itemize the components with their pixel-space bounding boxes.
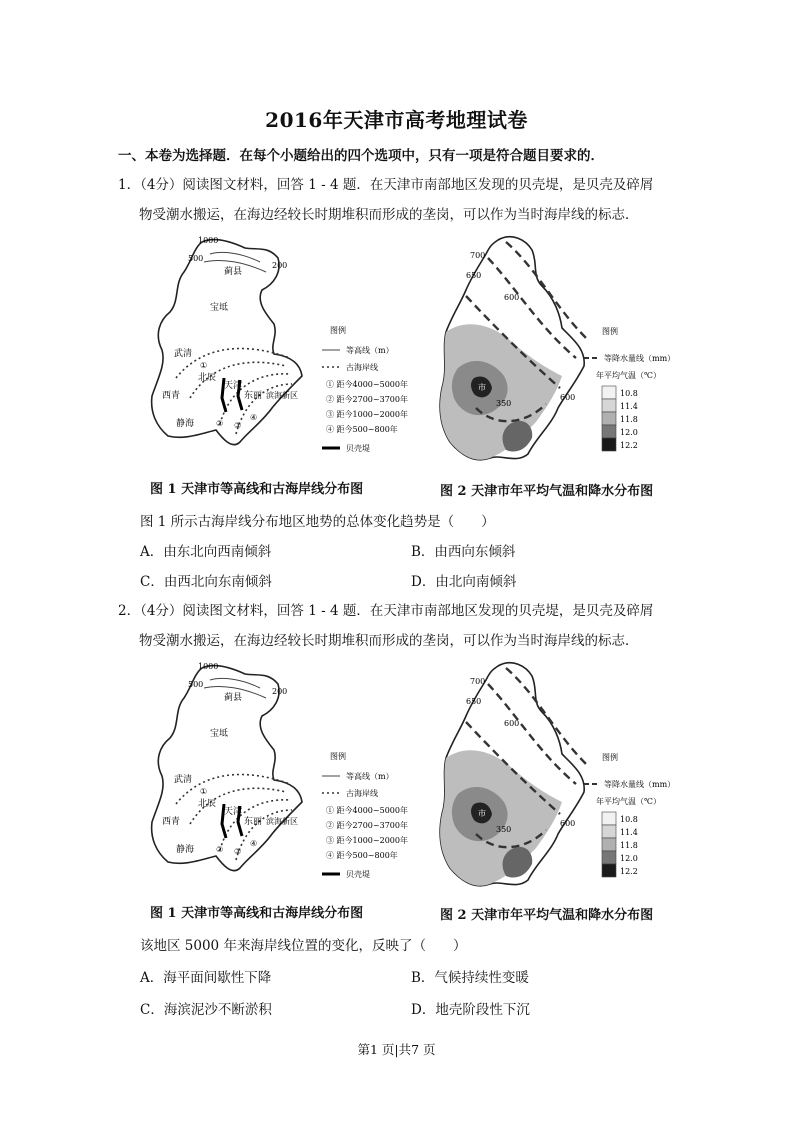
isohyet-label: 650 — [466, 271, 482, 280]
place-label: 宝坻 — [210, 729, 229, 739]
place-label: 蓟县 — [224, 267, 243, 277]
legend-item: 年平均气温（℃） — [596, 797, 661, 806]
temperature-swatch — [602, 399, 616, 412]
contour-label: 500 — [188, 680, 204, 689]
question-2-figures — [140, 654, 700, 924]
place-label: 武清 — [174, 775, 193, 785]
place-label: 蓟县 — [224, 693, 243, 703]
contour-label: 500 — [188, 254, 204, 263]
temperature-tick: 12.2 — [620, 867, 638, 876]
question-2-stem-line2: 物受潮水搬运，在海边经较长时期堆积而形成的垄岗，可以作为当时海岸线的标志． — [139, 633, 639, 649]
place-label: 宝坻 — [210, 303, 229, 313]
temperature-swatch — [602, 386, 616, 399]
temperature-swatch — [602, 438, 616, 451]
place-label: 东丽 — [244, 817, 263, 827]
question-2-stem-line1: 2．（4分）阅读图文材料，回答 1 - 4 题．在天津市南部地区发现的贝壳堤，是贝壳及碎屑 — [118, 603, 654, 619]
place-label: 武清 — [174, 349, 193, 359]
legend-item: 贝壳堤 — [346, 870, 370, 879]
figure1-map — [140, 228, 430, 464]
temperature-tick: 11.4 — [620, 828, 638, 837]
temperature-swatch — [602, 864, 616, 877]
temperature-swatch — [602, 825, 616, 838]
question-1-prompt: 图 1 所示古海岸线分布地区地势的总体变化趋势是（ ） — [140, 514, 495, 530]
place-label: 西青 — [162, 817, 181, 827]
temperature-swatch — [602, 838, 616, 851]
figure2-map — [436, 654, 700, 894]
legend-title: 图例 — [330, 326, 346, 335]
question-1-option-a[interactable]: A．由东北向西南倾斜 — [140, 544, 272, 560]
temperature-tick: 12.0 — [620, 428, 638, 437]
isohyet-label: 600 — [560, 393, 576, 402]
place-label: 静海 — [176, 845, 195, 855]
temperature-swatch — [602, 412, 616, 425]
question-2-option-d[interactable]: D．地壳阶段性下沉 — [411, 1002, 530, 1018]
legend-item: 等高线（m） — [346, 346, 394, 355]
isohyet-label: 600 — [504, 719, 520, 728]
place-label: 滨海新区 — [266, 817, 298, 826]
legend-item: ③ 距今1000~2000年 — [326, 410, 408, 419]
place-label: 静海 — [176, 419, 195, 429]
contour-label: 200 — [272, 261, 288, 270]
marker-label: ② — [216, 845, 224, 854]
legend-item: 贝壳堤 — [346, 444, 370, 453]
isohyet-label: 350 — [496, 825, 512, 834]
figure1-caption: 图 1 天津市等高线和古海岸线分布图 — [150, 906, 364, 921]
place-label: 西青 — [162, 391, 181, 401]
temperature-swatch — [602, 851, 616, 864]
temperature-swatch — [602, 812, 616, 825]
legend-item: 等降水量线（mm） — [604, 780, 676, 789]
legend-title: 图例 — [330, 752, 346, 761]
place-label: 北辰 — [198, 373, 217, 383]
question-2-option-b[interactable]: B．气候持续性变暖 — [411, 970, 529, 986]
question-1-stem-line1: 1．（4分）阅读图文材料，回答 1 - 4 题．在天津市南部地区发现的贝壳堤，是贝壳及碎屑 — [118, 177, 654, 193]
temperature-tick: 11.8 — [620, 841, 638, 850]
legend-item: 等高线（m） — [346, 772, 394, 781]
figure2-map — [436, 228, 700, 468]
section-heading: 一、本卷为选择题．在每个小题给出的四个选项中，只有一项是符合题目要求的． — [118, 148, 604, 164]
isohyet-label: 350 — [496, 399, 512, 408]
contour-label: 1000 — [198, 236, 219, 245]
legend-item: ① 距今4000~5000年 — [326, 806, 408, 815]
legend-item: ④ 距今500~800年 — [326, 425, 398, 434]
place-label: 天津 — [224, 807, 243, 817]
isohyet-label: 700 — [470, 251, 486, 260]
question-1-option-d[interactable]: D．由北向南倾斜 — [411, 574, 517, 590]
isohyet-label: 650 — [466, 697, 482, 706]
legend-title: 图例 — [602, 327, 618, 336]
figure1-caption: 图 1 天津市等高线和古海岸线分布图 — [150, 482, 364, 497]
isohyet-label: 600 — [504, 293, 520, 302]
temperature-swatch — [602, 425, 616, 438]
place-label: 天津 — [224, 381, 243, 391]
temperature-tick: 10.8 — [620, 815, 638, 824]
legend-item: ④ 距今500~800年 — [326, 851, 398, 860]
figure2-caption: 图 2 天津市年平均气温和降水分布图 — [440, 484, 654, 499]
legend-item: ② 距今2700~3700年 — [326, 821, 408, 830]
temperature-tick: 12.0 — [620, 854, 638, 863]
isohyet-label: 600 — [560, 819, 576, 828]
page-title: 2016年天津市高考地理试卷 — [265, 108, 528, 132]
legend-item: ③ 距今1000~2000年 — [326, 836, 408, 845]
marker-label: ① — [200, 787, 208, 796]
question-1-figures — [140, 228, 700, 498]
question-2-option-c[interactable]: C．海滨泥沙不断淤积 — [140, 1002, 272, 1018]
temperature-tick: 11.8 — [620, 415, 638, 424]
marker-label: ④ — [250, 839, 258, 848]
city-label: 市 — [478, 383, 486, 392]
question-1-stem-line2: 物受潮水搬运，在海边经较长时期堆积而形成的垄岗，可以作为当时海岸线的标志． — [139, 207, 639, 223]
city-label: 市 — [478, 809, 486, 818]
legend-item: 古海岸线 — [346, 363, 378, 372]
page-footer: 第1 页|共7 页 — [357, 1042, 436, 1057]
temperature-tick: 10.8 — [620, 389, 638, 398]
legend-item: 等降水量线（mm） — [604, 354, 676, 363]
temperature-tick: 12.2 — [620, 441, 638, 450]
place-label: 东丽 — [244, 391, 263, 401]
contour-label: 200 — [272, 687, 288, 696]
temperature-tick: 11.4 — [620, 402, 638, 411]
question-2-stem — [118, 596, 678, 656]
legend-item: 古海岸线 — [346, 789, 378, 798]
legend-item: ① 距今4000~5000年 — [326, 380, 408, 389]
marker-label: ② — [216, 419, 224, 428]
legend-item: 年平均气温（℃） — [596, 371, 661, 380]
question-2-prompt: 该地区 5000 年来海岸线位置的变化，反映了（ ） — [140, 938, 467, 954]
legend-title: 图例 — [602, 753, 618, 762]
question-1-option-c[interactable]: C．由西北向东南倾斜 — [140, 574, 272, 590]
marker-label: ③ — [234, 421, 242, 430]
marker-label: ④ — [250, 413, 258, 422]
question-2-option-a[interactable]: A．海平面间歇性下降 — [140, 970, 272, 986]
question-1-stem — [118, 170, 678, 230]
place-label: 北辰 — [198, 799, 217, 809]
marker-label: ③ — [234, 847, 242, 856]
figure2-caption: 图 2 天津市年平均气温和降水分布图 — [440, 908, 654, 923]
question-1-option-b[interactable]: B．由西向东倾斜 — [411, 544, 516, 560]
isohyet-label: 700 — [470, 677, 486, 686]
contour-label: 1000 — [198, 662, 219, 671]
place-label: 滨海新区 — [266, 391, 298, 400]
figure1-map — [140, 654, 430, 890]
legend-item: ② 距今2700~3700年 — [326, 395, 408, 404]
marker-label: ① — [200, 361, 208, 370]
